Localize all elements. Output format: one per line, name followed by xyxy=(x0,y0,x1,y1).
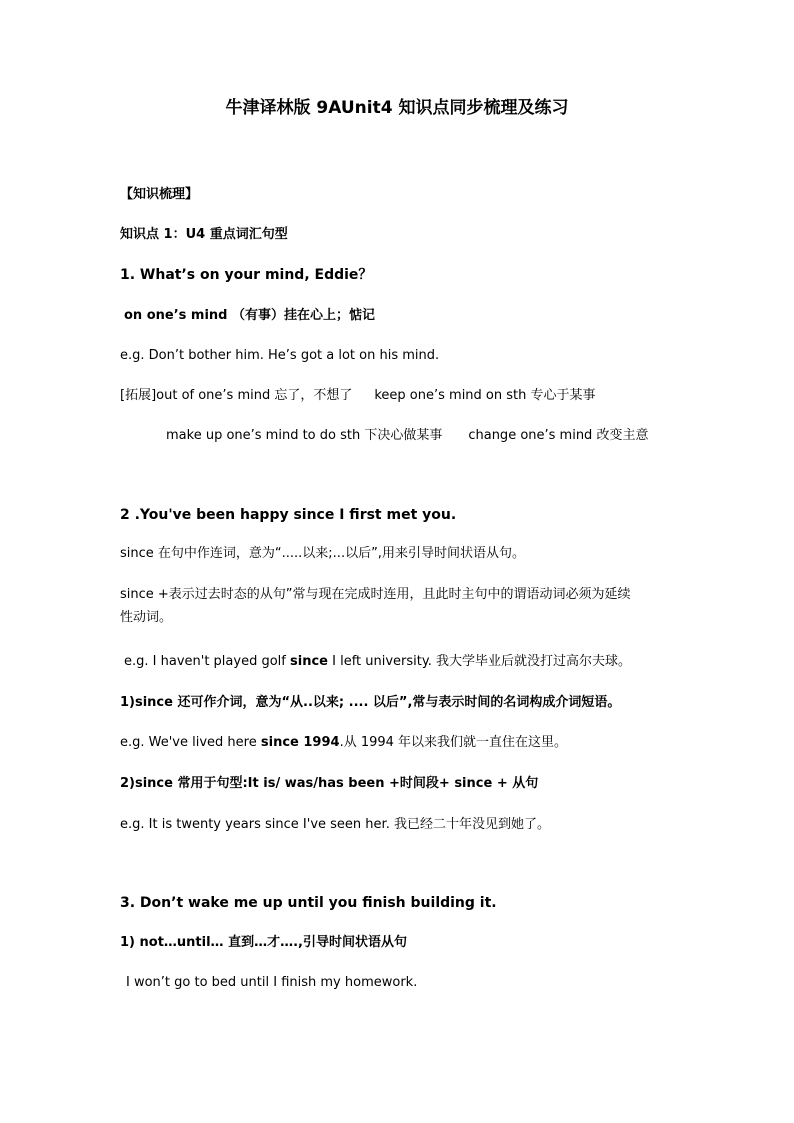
extension-out-of-mind: [拓展]out of one’s mind 忘了，不想了 xyxy=(120,388,353,403)
example2-since-1994: since 1994 xyxy=(260,735,340,750)
item3-title: 3. Don’t wake me up until you finish building it. xyxy=(120,895,497,911)
item3-example: I won’t go to bed until I finish my homework. xyxy=(126,975,418,990)
example2-start: e.g. We've lived here xyxy=(120,735,261,750)
item2-example1 xyxy=(124,652,631,672)
item2-line2a: since +表示过去时态的从句”常与现在完成时连用，且此时主句中的谓语动词必须为延续 xyxy=(120,587,631,602)
item2-sub1: 1)since 还可作介词，意为“从..以来; .... 以后”,常与表示时间的名词构成介词短语。 xyxy=(120,695,621,710)
knowledge-point-heading: 知识点 1：U4 重点词汇句型 xyxy=(120,227,288,242)
extension-change-mind: change one’s mind 改变主意 xyxy=(468,428,649,443)
item2-sub2: 2)since 常用于句型:It is/ was/has been +时间段+ since + 从句 xyxy=(120,776,539,791)
example2-end: .从 1994 年以来我们就一直住在这里。 xyxy=(339,735,568,750)
example1-start: e.g. I haven't played golf xyxy=(124,654,290,669)
item2-title: 2 .You've been happy since I first met you. xyxy=(120,507,457,523)
item2-example2 xyxy=(120,733,567,753)
item2-line1: since 在句中作连词，意为“.....以来;...以后”,用来引导时间状语从句。 xyxy=(120,546,525,561)
item1-extension-row1 xyxy=(120,386,596,406)
item1-extension-row2 xyxy=(166,426,648,446)
extension-make-up-mind: make up one’s mind to do sth 下决心做某事 xyxy=(166,428,443,443)
item3-sub1: 1) not…until… 直到…才….,引导时间状语从句 xyxy=(120,935,407,950)
item2-example3: e.g. It is twenty years since I've seen her. 我已经二十年没见到她了。 xyxy=(120,817,550,832)
example1-end: I left university. 我大学毕业后就没打过高尔夫球。 xyxy=(327,654,631,669)
item1-title: 1. What’s on your mind, Eddie？ xyxy=(120,267,373,283)
section-heading: 【知识梳理】 xyxy=(120,187,199,202)
item1-example: e.g. Don’t bother him. He’s got a lot on his mind. xyxy=(120,348,440,363)
example1-since: since xyxy=(290,654,328,669)
page-title: 牛津译林版 9AUnit4 知识点同步梳理及练习 xyxy=(225,98,569,118)
item2-line2b: 性动词。 xyxy=(120,610,173,625)
item1-phrase: on one’s mind （有事）挂在心上；惦记 xyxy=(124,308,376,323)
extension-keep-mind: keep one’s mind on sth 专心于某事 xyxy=(374,388,596,403)
